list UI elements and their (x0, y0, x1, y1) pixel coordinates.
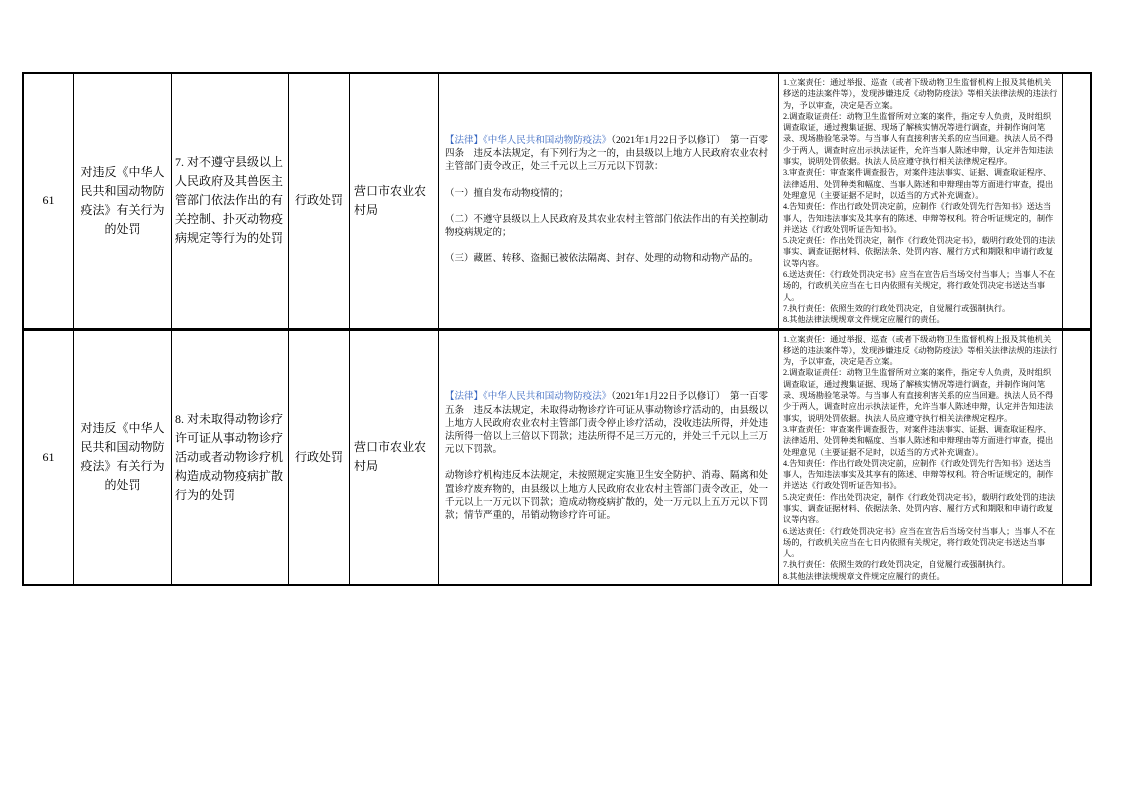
penalty-duty-table (22, 72, 1092, 586)
cell-penalty-item: 8. 对未取得动物诊疗许可证从事动物诊疗活动或者动物诊疗机构造成动物疫病扩散行为的处罚 (172, 331, 289, 585)
legal-basis-clause: （一）擅自发布动物疫情的； (445, 188, 569, 199)
responsibility-item: 6.送达责任：《行政处罚决定书》应当在宣告后当场交付当事人；当事人不在场的，行政机关应当在七日内依照有关规定，将行政处罚决定书送达当事人。 (783, 270, 1056, 302)
cell-responsibilities (779, 74, 1063, 328)
cell-penalty-item: 7. 对不遵守县级以上人民政府及其兽医主管部门依法作出的有关控制、扑灭动物疫病规定等行为的处罚 (172, 74, 289, 328)
responsibility-item: 2.调查取证责任：动物卫生监督所对立案的案件，指定专人负责，及时组织调查取证，通过搜集证据、现场了解核实情况等进行调查，并制作询问笔录、现场勘验笔录等。与当事人有直接利害关系的应当回避。执法人员不得少于两人，调查时应出示执法证件，允许当事人陈述申辩，认定并告知违法事实，说明处罚依据。执法人员应遵守执行相关法律规定程序。 (783, 111, 1054, 167)
cell-remarks-empty (1063, 74, 1090, 328)
cell-power-type: 行政处罚 (289, 331, 350, 585)
cell-power-type: 行政处罚 (289, 74, 350, 328)
law-reference: 【法律】《中华人民共和国动物防疫法》 (445, 136, 612, 147)
table-row (24, 328, 1090, 585)
cell-remarks-empty (1063, 331, 1090, 585)
cell-serial-number: 61 (24, 331, 74, 585)
responsibility-item: 4.告知责任：作出行政处罚决定前，应制作《行政处罚先行告知书》送达当事人，告知违法事实及其享有的陈述、申辩等权利。符合听证规定的，制作并送达《行政处罚听证告知书》。 (783, 458, 1054, 491)
legal-basis-clause: （二）不遵守县级以上人民政府及其农业农村主管部门依法作出的有关控制动物疫病规定的； (445, 214, 769, 239)
responsibility-item: 1.立案责任：通过举报、巡查（或者下级动物卫生监督机构上报及其他机关移送的违法案件等），发现涉嫌违反《动物防疫法》等相关法律法规的违法行为，予以审查，决定是否立案。 (783, 334, 1058, 367)
legal-basis-text: （2021年1月22日予以修订） 第一百零五条 违反本法规定，未取得动物诊疗许可证从事动物诊疗活动的，由县级以上地方人民政府农业农村主管部门责令停止诊疗活动，没收违法所得，并处违法所得一倍以上三倍以下罚款；违法所得不足三万元的，并处三千元以上三万元以下罚款。 (445, 392, 769, 456)
cell-responsibilities (779, 331, 1063, 585)
cell-implementing-authority: 营口市农业农村局 (350, 331, 439, 585)
responsibility-item: 4.告知责任：作出行政处罚决定前，应制作《行政处罚先行告知书》送达当事人，告知违法事实及其享有的陈述、申辩等权利。符合听证规定的，制作并送达《行政处罚听证告知书》。 (783, 202, 1054, 234)
cell-legal-basis (439, 331, 779, 585)
legal-basis-clause: 动物诊疗机构违反本法规定，未按照规定实施卫生安全防护、消毒、隔离和处置诊疗废弃物的，由县级以上地方人民政府农业农村主管部门责令改正，处一千元以上一万元以下罚款；造成动物疫病扩散的，处一万元以上五万元以下罚款；情节严重的，吊销动物诊疗许可证。 (445, 471, 769, 521)
legal-basis-clause: （三）藏匿、转移、盗掘已被依法隔离、封存、处理的动物和动物产品的。 (445, 254, 759, 265)
responsibility-item: 8.其他法律法规规章文件规定应履行的责任。 (783, 571, 945, 581)
responsibility-item: 7.执行责任：依照生效的行政处罚决定，自觉履行或强制执行。 (783, 560, 1011, 570)
responsibility-item: 5.决定责任：作出处罚决定，制作《行政处罚决定书》，载明行政处罚的违法事实、调查证据材料、依据法条、处罚内容、履行方式和期限和申请行政复议等内容。 (783, 236, 1056, 268)
cell-legal-basis (439, 74, 779, 328)
responsibility-item: 1.立案责任：通过举报、巡查（或者下级动物卫生监督机构上报及其他机关移送的违法案件等），发现涉嫌违反《动物防疫法》等相关法律法规的违法行为，予以审查，决定是否立案。 (783, 78, 1058, 110)
legal-basis-intro (445, 135, 772, 175)
responsibility-item: 3.审查责任：审查案件调查报告，对案件违法事实、证据、调查取证程序、法律适用、处罚种类和幅度、当事人陈述和申辩理由等方面进行审查，提出处理意见（主要证据不足时，以适当的方式补充调查）。 (783, 424, 1054, 457)
legal-basis-intro (445, 391, 772, 457)
responsibility-item: 2.调查取证责任：动物卫生监督所对立案的案件，指定专人负责，及时组织调查取证，通过搜集证据、现场了解核实情况等进行调查，并制作询问笔录、现场勘验笔录等。与当事人有直接利害关系的应当回避。执法人员不得少于两人，调查时应出示执法证件，允许当事人陈述申辩，认定并告知违法事实，说明处罚依据。执法人员应遵守执行相关法律规定程序。 (783, 368, 1054, 423)
responsibility-item: 3.审查责任：审查案件调查报告，对案件违法事实、证据、调查取证程序、法律适用、处罚种类和幅度、当事人陈述和申辩理由等方面进行审查，提出处理意见（主要证据不足时，以适当的方式补充调查）。 (783, 168, 1054, 200)
responsibility-item: 7.执行责任：依照生效的行政处罚决定，自觉履行或强制执行。 (783, 303, 1011, 313)
responsibility-item: 5.决定责任：作出处罚决定，制作《行政处罚决定书》，载明行政处罚的违法事实、调查证据材料、依据法条、处罚内容、履行方式和期限和申请行政复议等内容。 (783, 492, 1056, 525)
legal-basis-text: （2021年1月22日予以修订） 第一百零四条 违反本法规定，有下列行为之一的，由县级以上地方人民政府农业农村主管部门责令改正，处三千元以上三万元以下罚款： (445, 136, 769, 173)
cell-penalty-category: 对违反《中华人民共和国动物防疫法》有关行为的处罚 (74, 74, 172, 328)
responsibility-item: 6.送达责任：《行政处罚决定书》应当在宣告后当场交付当事人；当事人不在场的，行政机关应当在七日内依照有关规定，将行政处罚决定书送达当事人。 (783, 526, 1056, 559)
cell-penalty-category: 对违反《中华人民共和国动物防疫法》有关行为的处罚 (74, 331, 172, 585)
law-reference: 【法律】《中华人民共和国动物防疫法》 (445, 392, 612, 403)
cell-implementing-authority: 营口市农业农村局 (350, 74, 439, 328)
cell-serial-number: 61 (24, 74, 74, 328)
table-row (24, 74, 1090, 328)
responsibility-item: 8.其他法律法规规章文件规定应履行的责任。 (783, 315, 945, 325)
